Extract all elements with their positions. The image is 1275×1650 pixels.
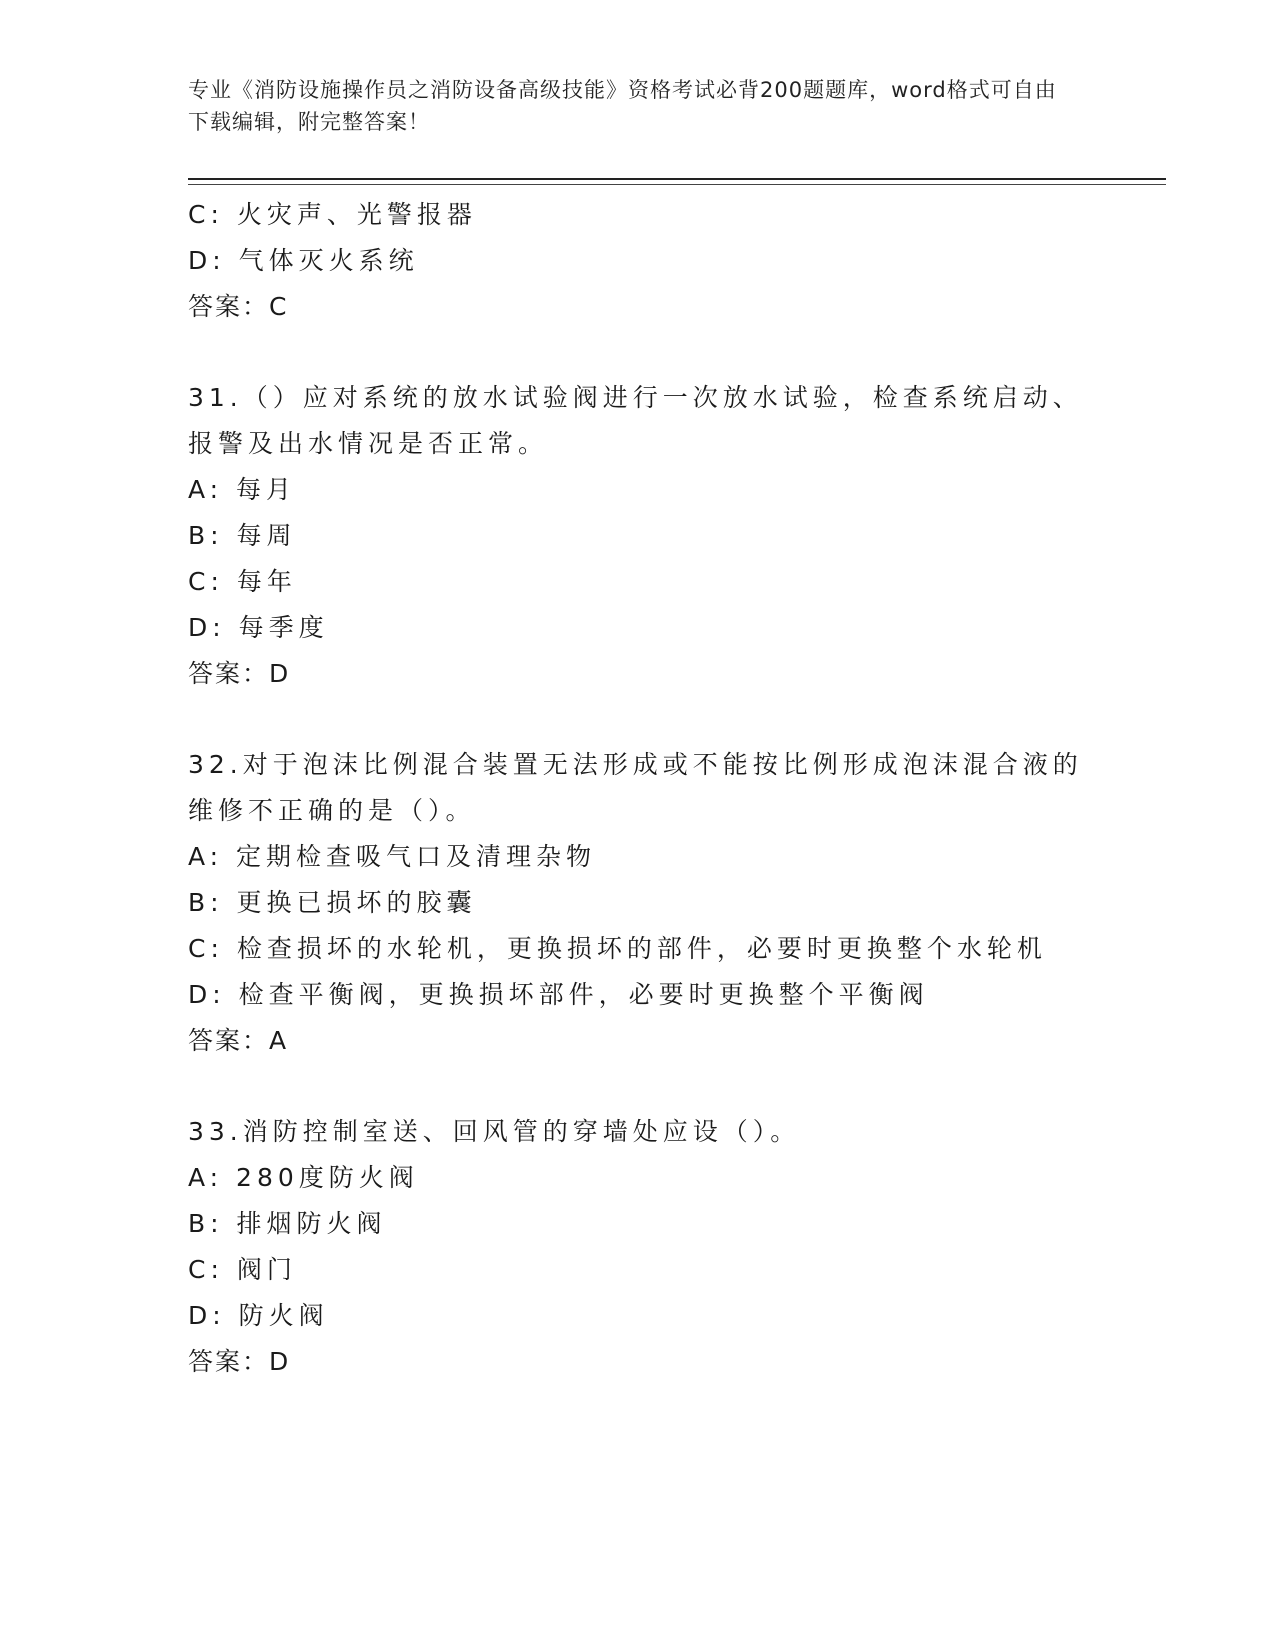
spacer bbox=[188, 697, 1088, 742]
answer: 答案：D bbox=[188, 1347, 291, 1376]
document-header: 专业《消防设施操作员之消防设备高级技能》资格考试必背200题题库，word格式可自由下载编辑，附完整答案！ bbox=[188, 78, 1057, 134]
option-a: A: 每月 bbox=[188, 475, 297, 504]
answer: 答案：A bbox=[188, 1026, 289, 1055]
header-divider-thin bbox=[188, 184, 1166, 185]
option-d: D: 气体灭火系统 bbox=[188, 246, 419, 275]
question-text: 32.对于泡沫比例混合装置无法形成或不能按比例形成泡沫混合液的维修不正确的是（）。 bbox=[188, 750, 1083, 825]
option-a: A: 280度防火阀 bbox=[188, 1163, 419, 1192]
option-c: C: 火灾声、光警报器 bbox=[188, 200, 477, 229]
header-divider-thick bbox=[188, 178, 1166, 180]
answer: 答案：C bbox=[188, 292, 289, 321]
option-b: B: 排烟防火阀 bbox=[188, 1209, 387, 1238]
question-33 bbox=[188, 1109, 1088, 1385]
option-a: A: 定期检查吸气口及清理杂物 bbox=[188, 842, 597, 871]
option-d: D: 每季度 bbox=[188, 613, 329, 642]
question-text: 31.（）应对系统的放水试验阀进行一次放水试验，检查系统启动、报警及出水情况是否正常。 bbox=[188, 383, 1083, 458]
answer: 答案：D bbox=[188, 659, 291, 688]
previous-question-tail bbox=[188, 192, 1088, 330]
question-32 bbox=[188, 742, 1088, 1064]
document-body bbox=[188, 192, 1088, 1385]
option-c: C: 检查损坏的水轮机，更换损坏的部件，必要时更换整个水轮机 bbox=[188, 934, 1047, 963]
option-c: C: 阀门 bbox=[188, 1255, 297, 1284]
spacer bbox=[188, 330, 1088, 375]
spacer bbox=[188, 1064, 1088, 1109]
option-d: D: 防火阀 bbox=[188, 1301, 329, 1330]
option-b: B: 更换已损坏的胶囊 bbox=[188, 888, 477, 917]
option-c: C: 每年 bbox=[188, 567, 297, 596]
option-d: D: 检查平衡阀，更换损坏部件，必要时更换整个平衡阀 bbox=[188, 980, 929, 1009]
question-text: 33.消防控制室送、回风管的穿墙处应设（）。 bbox=[188, 1117, 801, 1146]
question-31 bbox=[188, 375, 1088, 697]
option-b: B: 每周 bbox=[188, 521, 297, 550]
